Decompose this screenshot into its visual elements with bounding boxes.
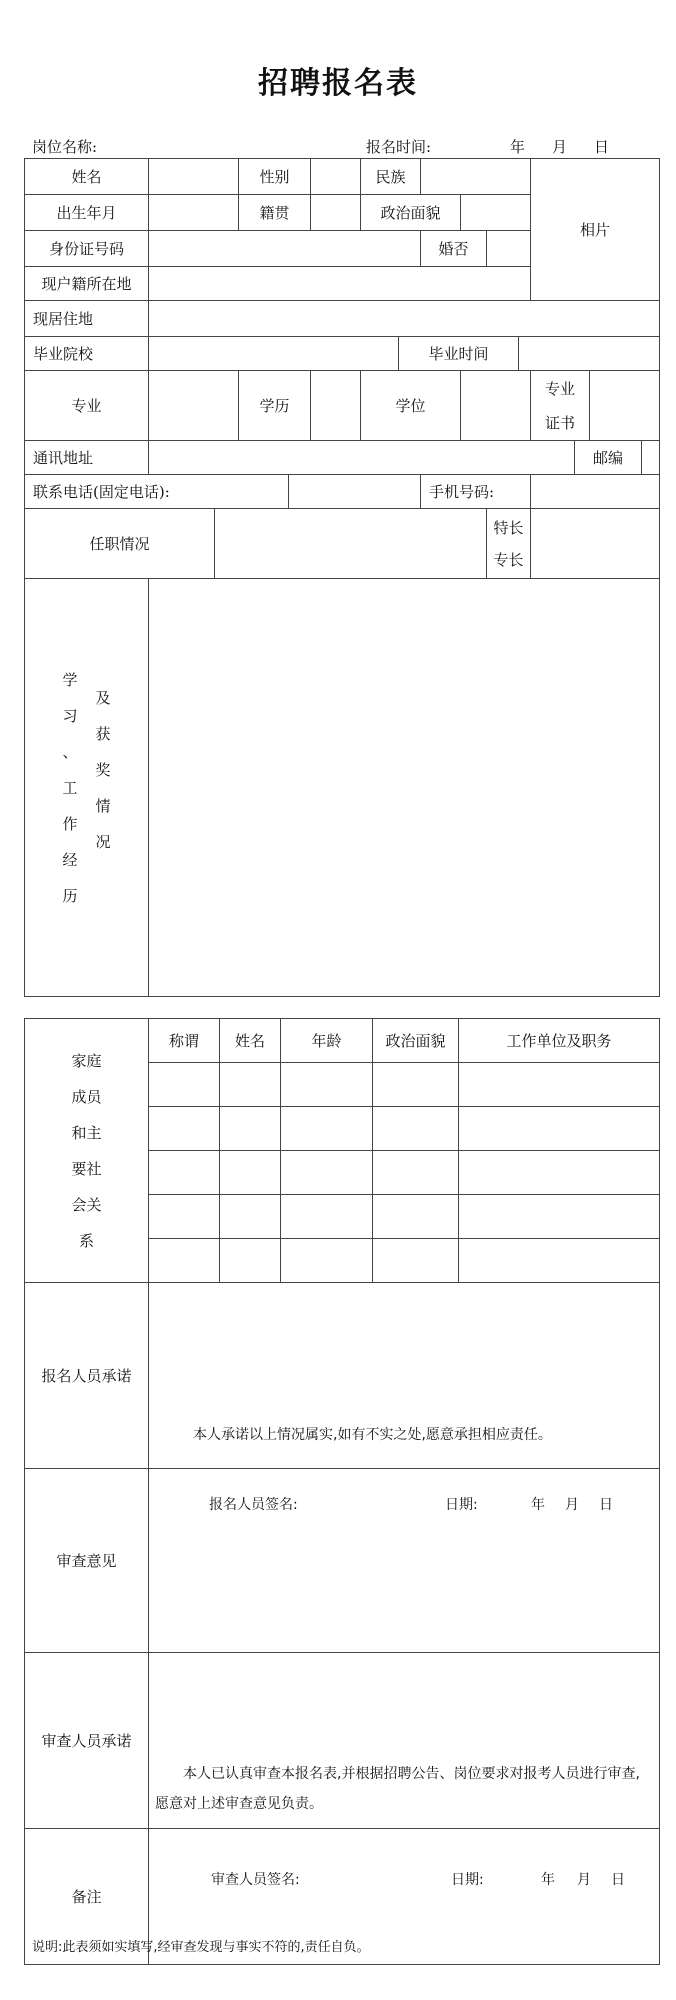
footnote: 说明:此表须如实填写,经审查发现与事实不符的,责任自负。 xyxy=(32,1940,370,1955)
family-table xyxy=(24,1018,660,1965)
mobile-field[interactable] xyxy=(531,475,660,509)
family-label-text xyxy=(25,1043,148,1259)
family-cell[interactable] xyxy=(281,1195,373,1239)
marital-label: 婚否 xyxy=(421,231,487,267)
cert-field[interactable] xyxy=(590,371,660,441)
family-cell[interactable] xyxy=(459,1063,660,1107)
applicant-day: 日 xyxy=(599,1496,613,1513)
apply-date-label: 报名时间: xyxy=(366,138,432,156)
skill-label-line2: 专长 xyxy=(493,550,524,569)
cert-label xyxy=(531,371,590,441)
review-label: 审查意见 xyxy=(25,1469,149,1653)
id-number-field[interactable] xyxy=(149,231,421,267)
skill-label-line1: 特长 xyxy=(493,518,524,537)
native-place-field[interactable] xyxy=(311,195,361,231)
address-field[interactable] xyxy=(149,441,575,475)
experience-label-col1 xyxy=(62,662,77,914)
postcode-label: 邮编 xyxy=(575,441,642,475)
mobile-label: 手机号码: xyxy=(421,475,531,509)
experience-label-char: 经 xyxy=(62,850,78,869)
job-field[interactable] xyxy=(215,509,487,579)
school-field[interactable] xyxy=(149,337,399,371)
family-cell[interactable] xyxy=(373,1195,459,1239)
ethnicity-field[interactable] xyxy=(421,159,531,195)
name-label: 姓名 xyxy=(25,159,149,195)
experience-label-char: 历 xyxy=(62,886,78,905)
major-field[interactable] xyxy=(149,371,239,441)
form-title: 招聘报名表 xyxy=(258,66,418,101)
experience-field[interactable] xyxy=(149,579,660,997)
grad-time-field[interactable] xyxy=(519,337,660,371)
education-label: 学历 xyxy=(239,371,311,441)
family-cell[interactable] xyxy=(220,1063,281,1107)
position-label: 岗位名称: xyxy=(32,138,98,156)
family-cell[interactable] xyxy=(220,1107,281,1151)
degree-label: 学位 xyxy=(361,371,461,441)
family-cell[interactable] xyxy=(149,1195,220,1239)
family-cell[interactable] xyxy=(373,1063,459,1107)
family-cell[interactable] xyxy=(149,1151,220,1195)
reviewer-day: 日 xyxy=(611,1871,625,1888)
family-label-line: 要社 xyxy=(71,1159,102,1178)
experience-label-char: 作 xyxy=(62,814,78,833)
applicant-promise-cell xyxy=(149,1283,660,1513)
reviewer-date-label: 日期: xyxy=(451,1871,484,1888)
experience-label-char: 获 xyxy=(95,724,111,743)
gender-field[interactable] xyxy=(311,159,361,195)
family-cell[interactable] xyxy=(149,1239,220,1283)
grad-time-label: 毕业时间 xyxy=(399,337,519,371)
experience-label-char: 习 xyxy=(62,706,78,725)
family-cell[interactable] xyxy=(459,1151,660,1195)
basic-info-table xyxy=(24,158,660,997)
family-cell[interactable] xyxy=(373,1107,459,1151)
family-col-name: 姓名 xyxy=(220,1019,281,1063)
experience-label-char: 、 xyxy=(62,742,78,761)
experience-label-char: 奖 xyxy=(95,760,111,779)
month-label: 月 xyxy=(552,138,568,156)
reviewer-year: 年 xyxy=(541,1871,555,1888)
family-cell[interactable] xyxy=(459,1239,660,1283)
family-label-line: 会关 xyxy=(71,1195,102,1214)
school-label: 毕业院校 xyxy=(25,337,149,371)
marital-field[interactable] xyxy=(487,231,531,267)
experience-label-char: 况 xyxy=(95,832,111,851)
family-col-political: 政治面貌 xyxy=(373,1019,459,1063)
experience-label-col2 xyxy=(96,662,111,914)
degree-field[interactable] xyxy=(461,371,531,441)
day-label: 日 xyxy=(594,138,610,156)
political-label: 政治面貌 xyxy=(361,195,461,231)
reviewer-promise-cell xyxy=(149,1653,660,1888)
family-cell[interactable] xyxy=(220,1151,281,1195)
family-cell[interactable] xyxy=(459,1107,660,1151)
family-col-age: 年龄 xyxy=(281,1019,373,1063)
name-field[interactable] xyxy=(149,159,239,195)
family-cell[interactable] xyxy=(281,1107,373,1151)
reviewer-promise-label: 审查人员承诺 xyxy=(25,1653,149,1829)
family-label-line: 成员 xyxy=(71,1087,102,1106)
cert-label-line2: 证书 xyxy=(545,413,576,432)
experience-label-char: 及 xyxy=(95,688,111,707)
job-label: 任职情况 xyxy=(25,509,215,579)
applicant-date-label: 日期: xyxy=(445,1496,478,1513)
family-cell[interactable] xyxy=(220,1239,281,1283)
experience-label xyxy=(25,579,149,997)
experience-label-char: 工 xyxy=(62,778,78,797)
skill-field[interactable] xyxy=(531,509,660,579)
family-label-line: 系 xyxy=(78,1231,94,1250)
experience-label-char: 学 xyxy=(62,670,78,689)
applicant-month: 月 xyxy=(565,1496,579,1513)
native-place-label: 籍贯 xyxy=(239,195,311,231)
gender-label: 性别 xyxy=(239,159,311,195)
birth-label: 出生年月 xyxy=(25,195,149,231)
family-col-title: 称谓 xyxy=(149,1019,220,1063)
remarks-label: 备注 xyxy=(25,1829,149,1965)
family-cell[interactable] xyxy=(281,1063,373,1107)
family-label xyxy=(25,1019,149,1283)
family-cell[interactable] xyxy=(149,1107,220,1151)
experience-label-char: 情 xyxy=(95,796,111,815)
family-cell[interactable] xyxy=(220,1195,281,1239)
postcode-field[interactable] xyxy=(642,441,660,475)
family-cell[interactable] xyxy=(281,1151,373,1195)
family-cell[interactable] xyxy=(281,1239,373,1283)
phone-field[interactable] xyxy=(289,475,421,509)
applicant-sign-label: 报名人员签名: xyxy=(209,1496,298,1513)
family-col-work: 工作单位及职务 xyxy=(459,1019,660,1063)
major-label: 专业 xyxy=(25,371,149,441)
family-cell[interactable] xyxy=(459,1195,660,1239)
photo-box[interactable]: 相片 xyxy=(531,159,660,301)
applicant-year: 年 xyxy=(531,1496,545,1513)
applicant-promise-text: 本人承诺以上情况属实,如有不实之处,愿意承担相应责任。 xyxy=(193,1426,552,1443)
family-label-line: 和主 xyxy=(71,1123,102,1142)
household-field[interactable] xyxy=(149,267,531,301)
household-label: 现户籍所在地 xyxy=(25,267,149,301)
cert-label-line1: 专业 xyxy=(545,379,576,398)
family-cell[interactable] xyxy=(373,1239,459,1283)
family-cell[interactable] xyxy=(373,1151,459,1195)
education-field[interactable] xyxy=(311,371,361,441)
political-field[interactable] xyxy=(461,195,531,231)
reviewer-month: 月 xyxy=(577,1871,591,1888)
id-number-label: 身份证号码 xyxy=(25,231,149,267)
reviewer-promise-text: 本人已认真审查本报名表,并根据招聘公告、岗位要求对报考人员进行审查,愿意对上述审查意见负责。 xyxy=(155,1765,640,1812)
family-cell[interactable] xyxy=(149,1063,220,1107)
residence-field[interactable] xyxy=(149,301,660,337)
reviewer-sign-label: 审查人员签名: xyxy=(211,1871,300,1888)
year-label: 年 xyxy=(510,138,526,156)
applicant-promise-label: 报名人员承诺 xyxy=(25,1283,149,1469)
skill-label xyxy=(487,509,531,579)
birth-field[interactable] xyxy=(149,195,239,231)
ethnicity-label: 民族 xyxy=(361,159,421,195)
phone-label: 联系电话(固定电话): xyxy=(25,475,289,509)
family-label-line: 家庭 xyxy=(71,1051,102,1070)
residence-label: 现居住地 xyxy=(25,301,149,337)
address-label: 通讯地址 xyxy=(25,441,149,475)
